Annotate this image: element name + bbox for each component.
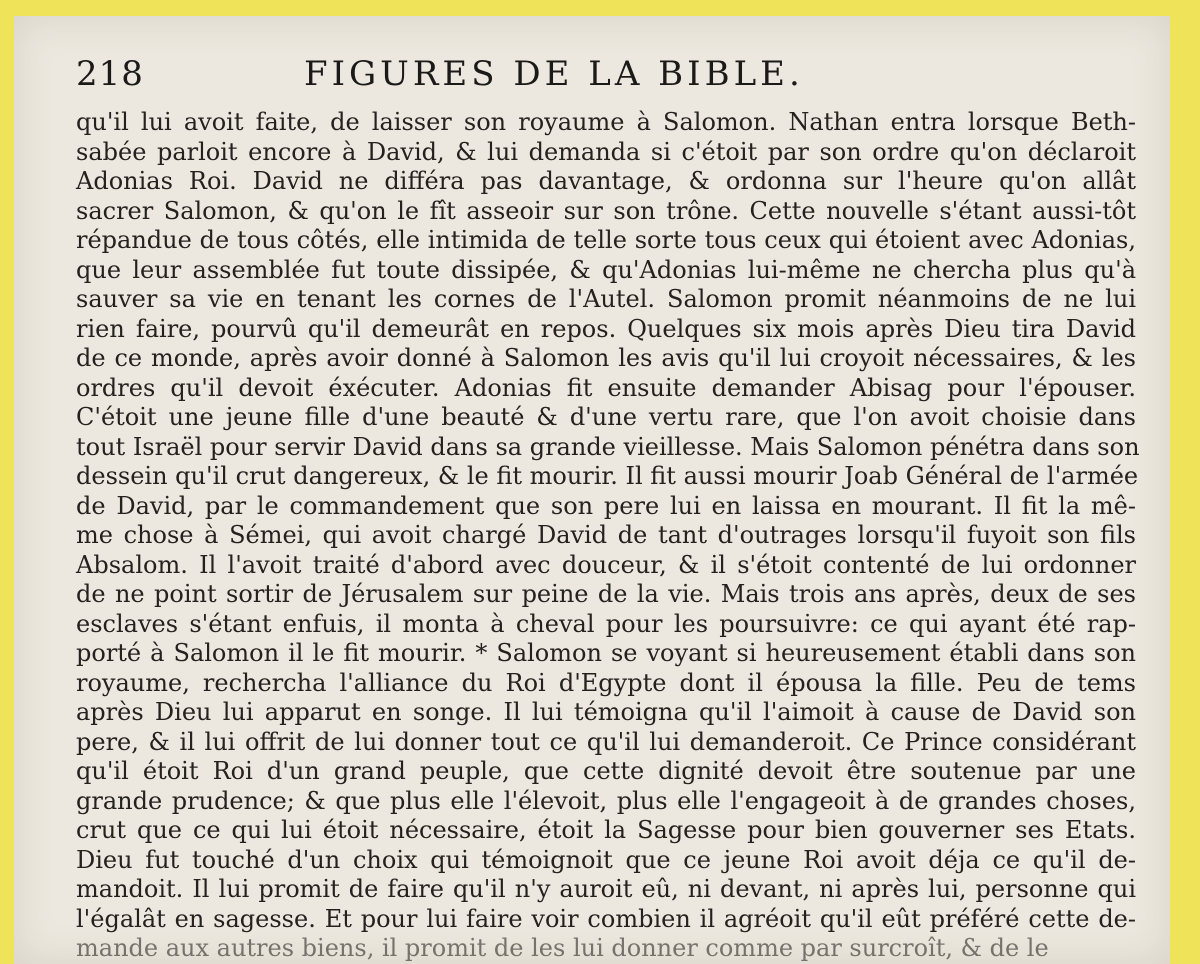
text-line: grande prudence; & que plus elle l'élevoit, plus elle l'engageoit à de grandes choses, bbox=[76, 786, 1136, 815]
text-line: que leur assemblée fut toute dissipée, & qu'Adonias lui-même ne chercha plus qu'à bbox=[76, 255, 1136, 284]
text-line: Adonias Roi. David ne différa pas davantage, & ordonna sur l'heure qu'on allât bbox=[76, 167, 1136, 195]
page-number: 218 bbox=[76, 54, 144, 94]
text-line: Dieu fut touché d'un choix qui témoignoit que ce jeune Roi avoit déja ce qu'il de- bbox=[76, 845, 1136, 874]
text-line: esclaves s'étant enfuis, il monta à cheval pour les poursuivre: ce qui ayant été rap- bbox=[76, 609, 1136, 638]
text-line: sabée parloit encore à David, & lui demanda si c'étoit par son ordre qu'on déclaroit bbox=[76, 137, 1136, 166]
running-title: FIGURES DE LA BIBLE. bbox=[304, 54, 804, 94]
text-line: C'étoit une jeune fille d'une beauté & d'une vertu rare, que l'on avoit choisie dans bbox=[76, 403, 1136, 431]
text-line: mande aux autres biens, il promit de les lui donner comme par surcroît, & de le bbox=[76, 934, 1049, 962]
text-line: qu'il lui avoit faite, de laisser son royaume à Salomon. Nathan entra lorsque Beth- bbox=[76, 108, 1136, 136]
text-line: sauver sa vie en tenant les cornes de l'Autel. Salomon promit néanmoins de ne lui bbox=[76, 285, 1136, 313]
text-line: porté à Salomon il le fit mourir. * Salomon se voyant si heureusement établi dans son bbox=[76, 639, 1136, 667]
body-text bbox=[76, 108, 1140, 964]
text-line: mandoit. Il lui promit de faire qu'il n'y auroit eû, ni devant, ni après lui, personne qui bbox=[76, 875, 1136, 903]
text-line: pere, & il lui offrit de lui donner tout ce qu'il lui demanderoit. Ce Prince considérant bbox=[76, 727, 1136, 756]
text-line: l'égalât en sagesse. Et pour lui faire voir combien il agréoit qu'il eût préféré cette de- bbox=[76, 904, 1136, 933]
text-line: sacrer Salomon, & qu'on le fît asseoir sur son trône. Cette nouvelle s'étant aussi-tôt bbox=[76, 196, 1136, 225]
text-line: de David, par le commandement que son pere lui en laissa en mourant. Il fit la mê- bbox=[76, 491, 1136, 520]
book-page bbox=[14, 16, 1170, 964]
text-line: Absalom. Il l'avoit traité d'abord avec douceur, & il s'étoit contenté de lui ordonner bbox=[76, 550, 1136, 579]
text-line: crut que ce qui lui étoit nécessaire, étoit la Sagesse pour bien gouverner ses Etats. bbox=[76, 816, 1136, 844]
text-line: tout Israël pour servir David dans sa grande vieillesse. Mais Salomon pénétra dans son bbox=[76, 432, 1140, 461]
text-line: ordres qu'il devoit éxécuter. Adonias fit ensuite demander Abisag pour l'épouser. bbox=[76, 373, 1136, 402]
text-line: après Dieu lui apparut en songe. Il lui témoigna qu'il l'aimoit à cause de David son bbox=[76, 698, 1136, 726]
text-line: dessein qu'il crut dangereux, & le fit mourir. Il fit aussi mourir Joab Général de l'armée bbox=[76, 462, 1139, 490]
text-line: répandue de tous côtés, elle intimida de telle sorte tous ceux qui étoient avec Adonias, bbox=[76, 226, 1136, 254]
text-line: qu'il étoit Roi d'un grand peuple, que cette dignité devoit être soutenue par une bbox=[76, 757, 1136, 785]
text-line: de ne point sortir de Jérusalem sur peine de la vie. Mais trois ans après, deux de ses bbox=[76, 580, 1136, 608]
text-line: royaume, rechercha l'alliance du Roi d'Egypte dont il épousa la fille. Peu de tems bbox=[76, 668, 1136, 697]
text-line: rien faire, pourvû qu'il demeurât en repos. Quelques six mois après Dieu tira David bbox=[76, 314, 1136, 343]
text-line: me chose à Sémei, qui avoit chargé David de tant d'outrages lorsqu'il fuyoit son fils bbox=[76, 521, 1136, 549]
text-line: de ce monde, après avoir donné à Salomon les avis qu'il lui croyoit nécessaires, & les bbox=[76, 344, 1136, 372]
